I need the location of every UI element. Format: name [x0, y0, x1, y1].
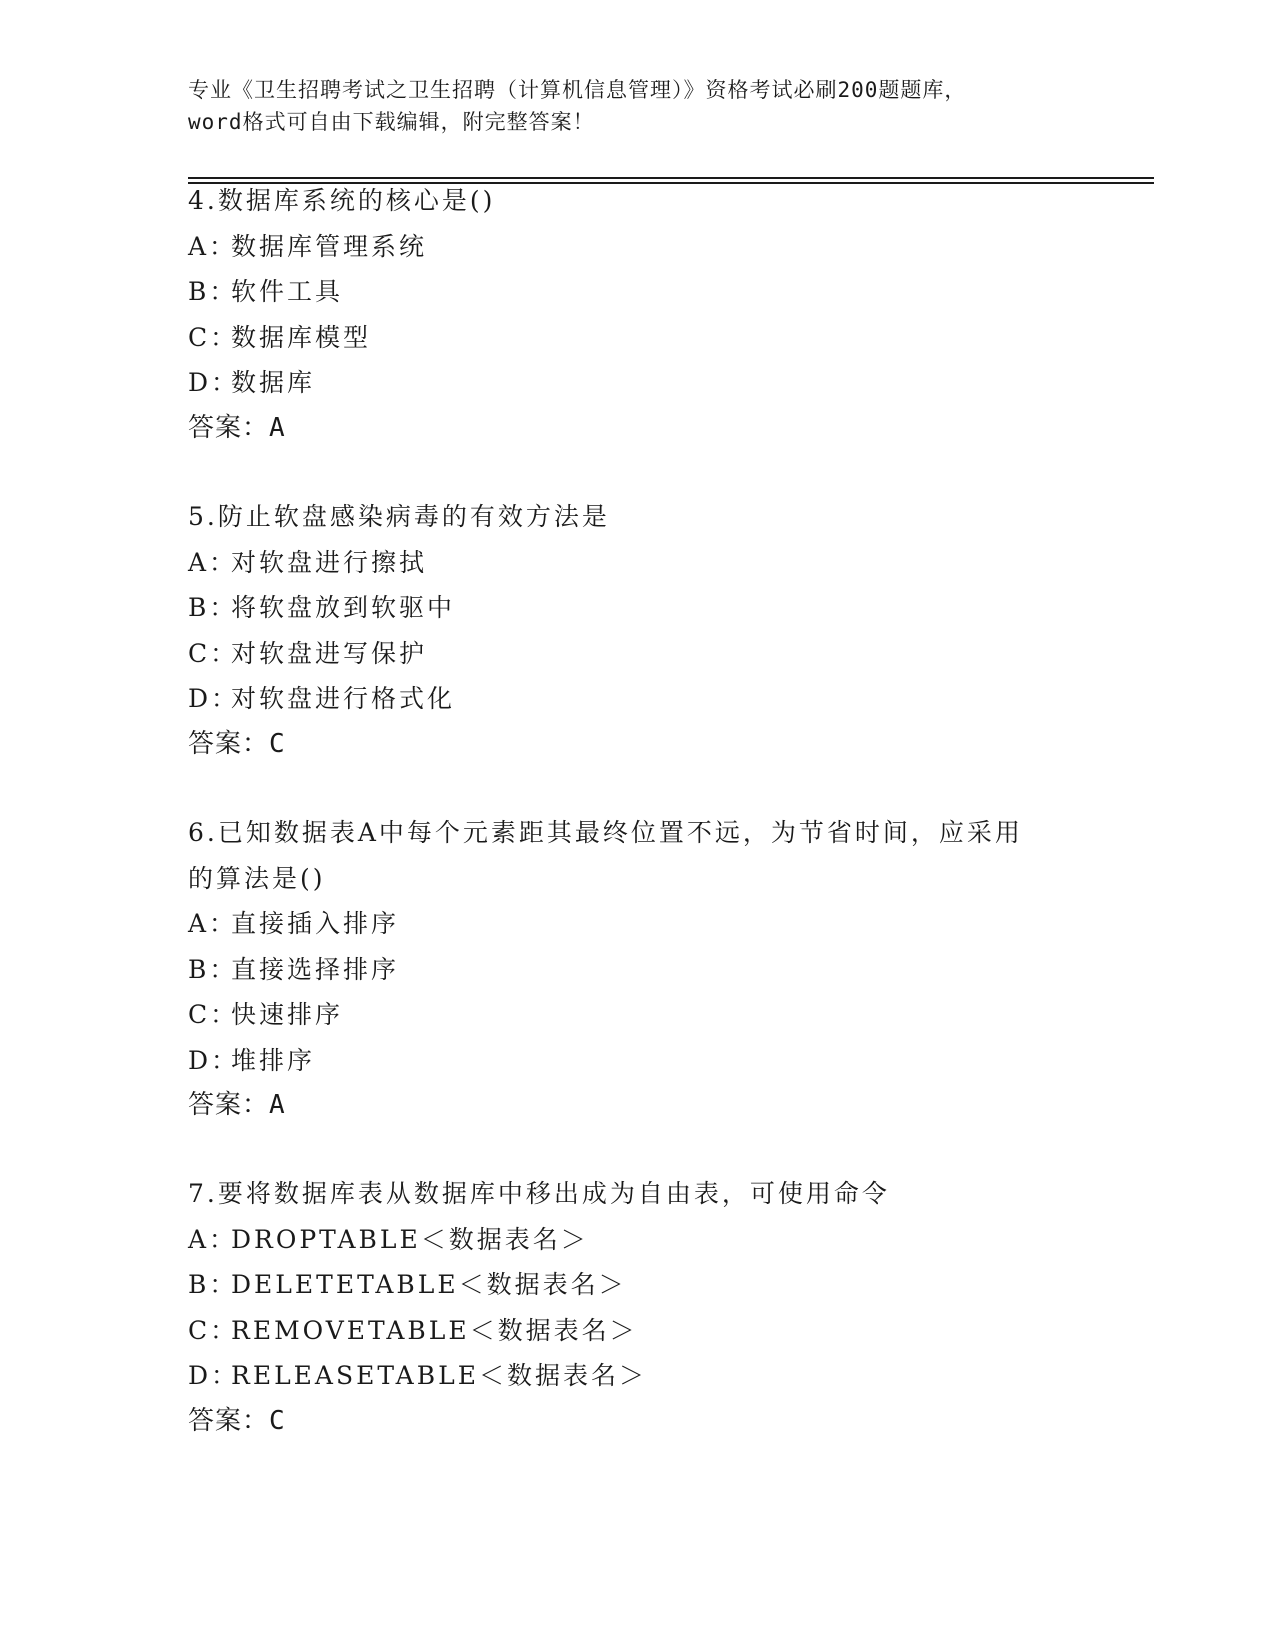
option-key: C：	[188, 1000, 239, 1029]
answer-value: A	[269, 1090, 286, 1120]
option-key: D：	[188, 1045, 240, 1075]
option-text: 数据库	[231, 368, 316, 397]
option-key: B：	[188, 277, 238, 306]
option-c	[188, 1308, 1088, 1354]
option-a	[188, 901, 1088, 947]
document-header	[188, 74, 1088, 138]
option-key: C：	[188, 1315, 239, 1345]
option-text: 堆排序	[231, 1045, 316, 1075]
option-d	[188, 1038, 1088, 1084]
option-text: 直接选择排序	[231, 954, 400, 984]
option-text: 快速排序	[231, 1000, 344, 1029]
option-text: RELEASETABLE＜数据表名＞	[231, 1361, 647, 1390]
option-text: 对软盘进行擦拭	[231, 547, 428, 577]
option-key: A：	[188, 547, 238, 577]
option-b	[188, 947, 1088, 993]
answer-label: 答案：	[188, 1405, 270, 1436]
option-a	[188, 1217, 1088, 1263]
option-text: DROPTABLE＜数据表名＞	[231, 1224, 589, 1254]
option-key: A：	[188, 909, 238, 938]
answer-line	[188, 406, 1088, 452]
option-key: A：	[188, 1224, 238, 1254]
question-4	[188, 178, 1088, 451]
header-title-line-1: 专业《卫生招聘考试之卫生招聘（计算机信息管理）》资格考试必刷200题题库，	[188, 78, 967, 102]
option-text: 直接插入排序	[231, 909, 400, 938]
option-text: 将软盘放到软驱中	[231, 593, 456, 622]
answer-line	[188, 1399, 1088, 1445]
question-5	[188, 494, 1088, 767]
header-title-line-2: word格式可自由下载编辑，附完整答案！	[188, 110, 595, 134]
option-text: 软件工具	[231, 277, 344, 306]
option-a	[188, 540, 1088, 586]
option-d	[188, 676, 1088, 722]
answer-line	[188, 722, 1088, 768]
option-text: 数据库模型	[231, 322, 372, 352]
option-key: B：	[188, 954, 238, 984]
option-text: 数据库管理系统	[231, 231, 428, 261]
question-stem: 6.已知数据表A中每个元素距其最终位置不远，为节省时间，应采用	[188, 818, 1023, 847]
option-d	[188, 1353, 1088, 1399]
answer-value: C	[269, 1405, 286, 1436]
answer-label: 答案：	[188, 1090, 270, 1120]
option-text: 对软盘进行格式化	[231, 684, 456, 713]
option-b	[188, 585, 1088, 631]
answer-label: 答案：	[188, 412, 270, 443]
answer-value: A	[269, 412, 286, 443]
option-b	[188, 1262, 1088, 1308]
option-key: D：	[188, 368, 240, 397]
option-key: B：	[188, 593, 238, 622]
question-stem: 5.防止软盘感染病毒的有效方法是	[188, 502, 610, 531]
option-text: REMOVETABLE＜数据表名＞	[231, 1315, 638, 1345]
option-c	[188, 992, 1088, 1038]
option-text: DELETETABLE＜数据表名＞	[231, 1270, 627, 1299]
question-6	[188, 810, 1088, 1129]
question-stem: 7.要将数据库表从数据库中移出成为自由表，可使用命令	[188, 1179, 890, 1208]
option-key: C：	[188, 322, 239, 352]
option-key: D：	[188, 684, 240, 713]
question-7	[188, 1171, 1088, 1444]
option-key: A：	[188, 231, 238, 261]
option-text: 对软盘进写保护	[231, 638, 428, 668]
option-key: D：	[188, 1361, 240, 1390]
answer-value: C	[269, 728, 286, 759]
option-c	[188, 315, 1088, 361]
option-b	[188, 269, 1088, 315]
option-d	[188, 360, 1088, 406]
question-stem-continued: 的算法是()	[188, 863, 326, 893]
question-stem: 4.数据库系统的核心是()	[188, 186, 496, 215]
answer-label: 答案：	[188, 728, 270, 759]
option-a	[188, 224, 1088, 270]
option-c	[188, 631, 1088, 677]
option-key: C：	[188, 638, 239, 668]
option-key: B：	[188, 1270, 238, 1299]
answer-line	[188, 1083, 1088, 1129]
